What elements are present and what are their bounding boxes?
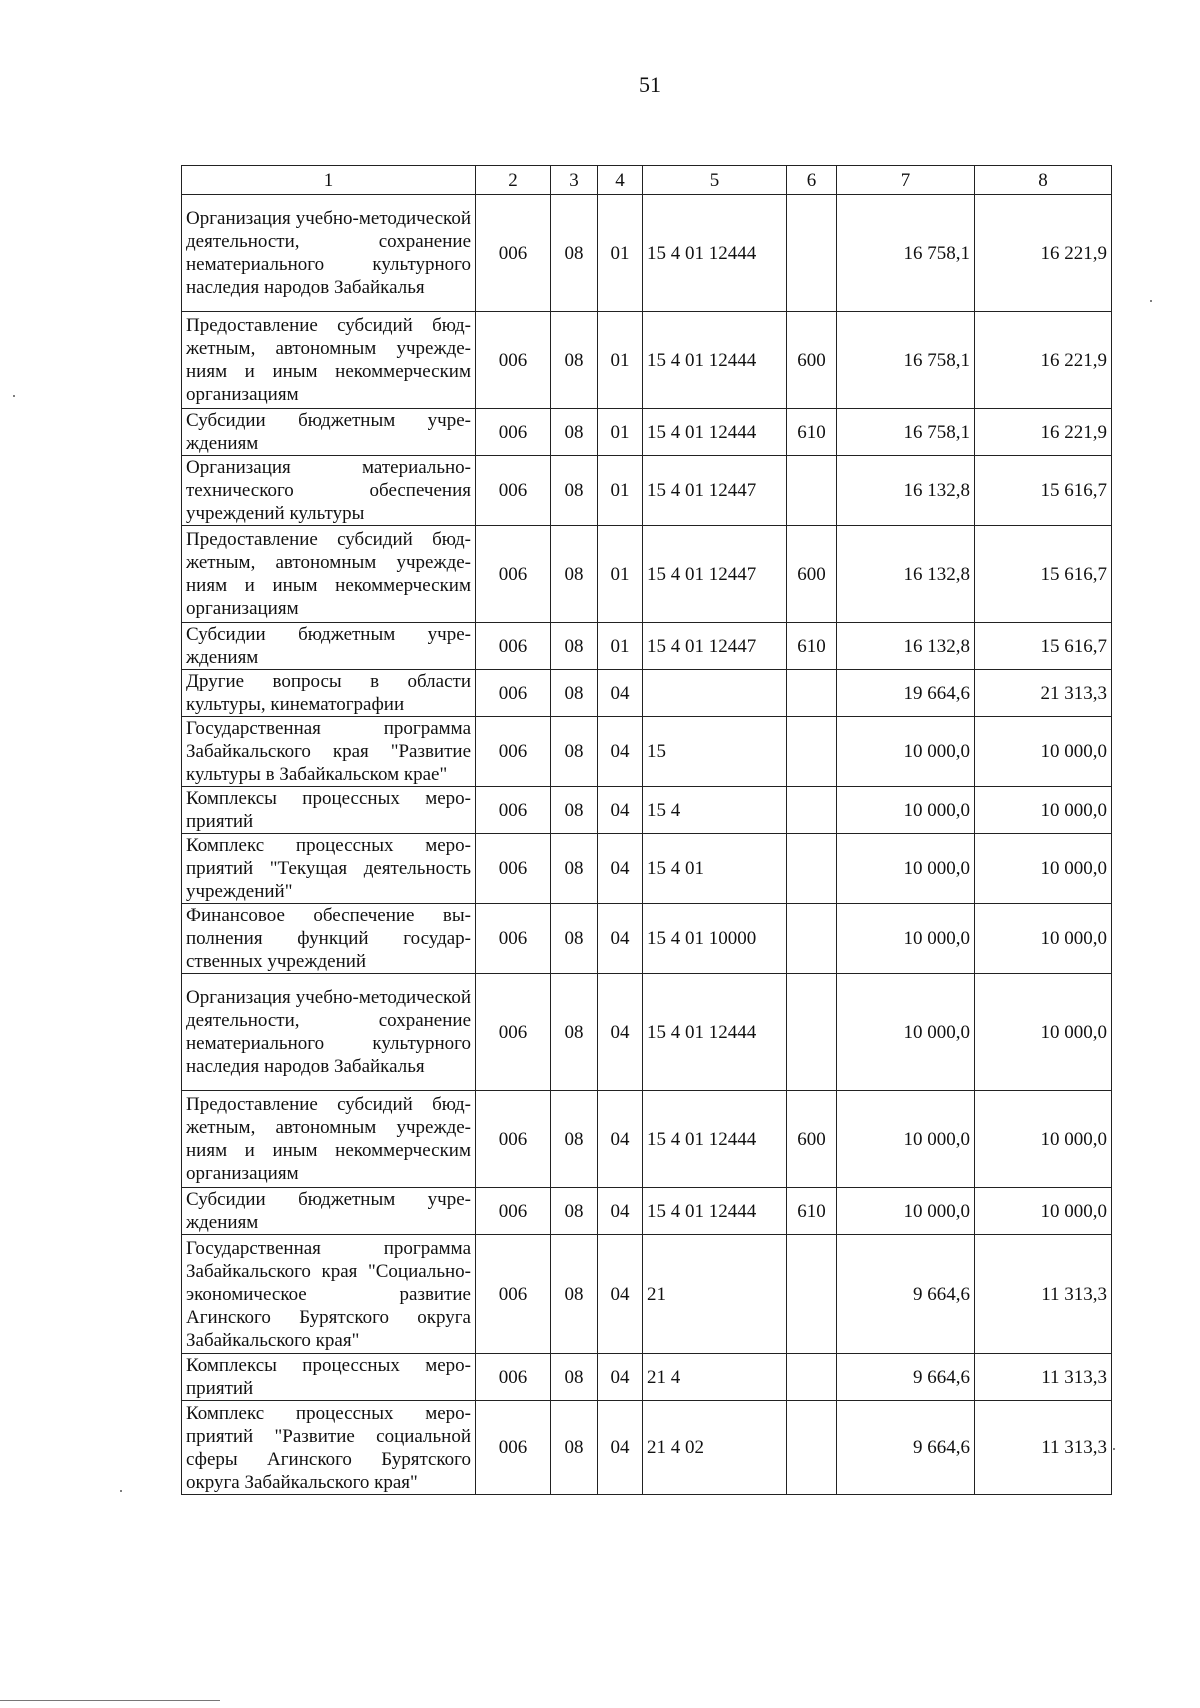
cell-code: 006 [476,834,551,904]
table-row [182,717,1112,787]
cell-target-article: 21 [643,1235,787,1354]
cell-target-article: 15 4 01 12444 [643,1091,787,1188]
column-header-7: 7 [837,166,975,195]
cell-amount-year-1: 16 132,8 [837,456,975,526]
cell-name: Предоставление субсидий бюджетным, автономным учреждениям и иным некоммерческим организациям [182,526,476,623]
cell-code: 006 [476,1354,551,1401]
budget-table [181,165,1112,1495]
cell-section: 08 [551,974,598,1091]
cell-code: 006 [476,195,551,312]
table-row [182,670,1112,717]
cell-target-article: 15 [643,717,787,787]
cell-subsection: 04 [598,904,643,974]
cell-target-article: 15 4 [643,787,787,834]
table-row [182,1354,1112,1401]
column-header-4: 4 [598,166,643,195]
cell-amount-year-2: 10 000,0 [975,974,1112,1091]
cell-name: Государственная программа Забайкальского края "Развитие культуры в Забайкальском крае" [182,717,476,787]
cell-subsection: 01 [598,526,643,623]
cell-section: 08 [551,456,598,526]
cell-expense-type [787,670,837,717]
cell-target-article: 15 4 01 12444 [643,974,787,1091]
cell-subsection: 04 [598,717,643,787]
cell-expense-type: 610 [787,1188,837,1235]
cell-code: 006 [476,1401,551,1495]
cell-section: 08 [551,670,598,717]
cell-amount-year-1: 10 000,0 [837,1188,975,1235]
cell-amount-year-1: 10 000,0 [837,974,975,1091]
cell-expense-type [787,456,837,526]
cell-subsection: 04 [598,670,643,717]
cell-amount-year-2: 15 616,7 [975,623,1112,670]
cell-name: Предоставление субсидий бюджетным, автономным учреждениям и иным некоммерческим организациям [182,312,476,409]
cell-amount-year-1: 16 758,1 [837,312,975,409]
cell-amount-year-2: 15 616,7 [975,456,1112,526]
cell-amount-year-2: 10 000,0 [975,1188,1112,1235]
cell-section: 08 [551,717,598,787]
cell-expense-type [787,904,837,974]
cell-amount-year-1: 9 664,6 [837,1235,975,1354]
cell-code: 006 [476,1235,551,1354]
cell-amount-year-1: 10 000,0 [837,717,975,787]
cell-expense-type [787,834,837,904]
cell-name: Государственная программа Забайкальского края "Социально-экономическое развитие Агинского Бурятского округа Забайкальского края" [182,1235,476,1354]
table-row [182,974,1112,1091]
scan-speck [120,1490,122,1492]
scan-speck [1150,300,1152,302]
scan-speck [1113,1448,1115,1450]
cell-amount-year-2: 16 221,9 [975,312,1112,409]
cell-subsection: 04 [598,787,643,834]
table-row [182,1091,1112,1188]
cell-subsection: 04 [598,974,643,1091]
cell-section: 08 [551,312,598,409]
cell-amount-year-1: 10 000,0 [837,787,975,834]
cell-expense-type [787,1354,837,1401]
column-header-3: 3 [551,166,598,195]
column-header-6: 6 [787,166,837,195]
cell-target-article: 15 4 01 10000 [643,904,787,974]
cell-target-article: 21 4 02 [643,1401,787,1495]
cell-amount-year-1: 19 664,6 [837,670,975,717]
cell-expense-type [787,1235,837,1354]
cell-amount-year-2: 10 000,0 [975,717,1112,787]
cell-amount-year-1: 16 758,1 [837,195,975,312]
cell-code: 006 [476,623,551,670]
cell-target-article: 15 4 01 12444 [643,312,787,409]
cell-expense-type [787,787,837,834]
cell-section: 08 [551,787,598,834]
table-row [182,195,1112,312]
cell-code: 006 [476,717,551,787]
cell-name: Субсидии бюджетным учреждениям [182,623,476,670]
cell-name: Организация учебно-методической деятельности, сохранение нематериального культурного наследия народов Забайкалья [182,195,476,312]
cell-subsection: 04 [598,1188,643,1235]
cell-target-article: 15 4 01 12444 [643,409,787,456]
cell-amount-year-1: 16 758,1 [837,409,975,456]
cell-subsection: 01 [598,195,643,312]
table-row [182,1188,1112,1235]
cell-target-article: 15 4 01 12444 [643,1188,787,1235]
cell-name: Комплекс процессных мероприятий "Текущая деятельность учреждений" [182,834,476,904]
cell-name: Финансовое обеспечение выполнения функций государственных учреждений [182,904,476,974]
cell-amount-year-2: 16 221,9 [975,195,1112,312]
cell-target-article: 15 4 01 12447 [643,623,787,670]
table-row [182,312,1112,409]
cell-expense-type: 600 [787,312,837,409]
cell-expense-type: 600 [787,1091,837,1188]
cell-section: 08 [551,526,598,623]
cell-amount-year-1: 10 000,0 [837,834,975,904]
cell-name: Организация материально-технического обеспечения учреждений культуры [182,456,476,526]
cell-subsection: 01 [598,456,643,526]
bottom-scan-line [0,1700,220,1701]
cell-amount-year-2: 15 616,7 [975,526,1112,623]
cell-expense-type [787,717,837,787]
header-row [182,166,1112,195]
cell-amount-year-2: 11 313,3 [975,1354,1112,1401]
cell-expense-type: 610 [787,409,837,456]
cell-amount-year-2: 10 000,0 [975,1091,1112,1188]
cell-name: Субсидии бюджетным учреждениям [182,409,476,456]
cell-target-article: 15 4 01 [643,834,787,904]
cell-section: 08 [551,195,598,312]
cell-target-article: 15 4 01 12444 [643,195,787,312]
cell-section: 08 [551,1091,598,1188]
cell-code: 006 [476,409,551,456]
cell-target-article: 21 4 [643,1354,787,1401]
cell-amount-year-2: 11 313,3 [975,1235,1112,1354]
cell-section: 08 [551,1401,598,1495]
cell-section: 08 [551,1235,598,1354]
table-row [182,456,1112,526]
cell-name: Комплексы процессных мероприятий [182,1354,476,1401]
cell-amount-year-2: 10 000,0 [975,904,1112,974]
table-body [182,195,1112,1495]
cell-amount-year-1: 9 664,6 [837,1354,975,1401]
cell-expense-type: 610 [787,623,837,670]
cell-target-article [643,670,787,717]
cell-code: 006 [476,456,551,526]
cell-amount-year-1: 16 132,8 [837,526,975,623]
cell-section: 08 [551,409,598,456]
cell-subsection: 04 [598,1401,643,1495]
cell-code: 006 [476,1188,551,1235]
cell-code: 006 [476,312,551,409]
table-row [182,1401,1112,1495]
cell-expense-type [787,1401,837,1495]
cell-amount-year-2: 10 000,0 [975,834,1112,904]
cell-target-article: 15 4 01 12447 [643,456,787,526]
cell-amount-year-1: 10 000,0 [837,1091,975,1188]
cell-section: 08 [551,1354,598,1401]
column-header-5: 5 [643,166,787,195]
cell-section: 08 [551,904,598,974]
cell-code: 006 [476,1091,551,1188]
cell-subsection: 01 [598,409,643,456]
table-row [182,787,1112,834]
column-header-2: 2 [476,166,551,195]
cell-code: 006 [476,904,551,974]
cell-section: 08 [551,623,598,670]
cell-amount-year-1: 9 664,6 [837,1401,975,1495]
cell-code: 006 [476,526,551,623]
cell-code: 006 [476,670,551,717]
cell-code: 006 [476,974,551,1091]
cell-code: 006 [476,787,551,834]
table-row [182,409,1112,456]
cell-name: Субсидии бюджетным учреждениям [182,1188,476,1235]
column-header-8: 8 [975,166,1112,195]
cell-subsection: 04 [598,1235,643,1354]
cell-expense-type: 600 [787,526,837,623]
cell-name: Организация учебно-методической деятельности, сохранение нематериального культурного наследия народов Забайкалья [182,974,476,1091]
table-row [182,1235,1112,1354]
cell-name: Комплекс процессных мероприятий "Развитие социальной сферы Агинского Бурятского округа Забайкальского края" [182,1401,476,1495]
table-row [182,526,1112,623]
cell-amount-year-1: 16 132,8 [837,623,975,670]
cell-expense-type [787,195,837,312]
cell-subsection: 04 [598,834,643,904]
cell-name: Комплексы процессных мероприятий [182,787,476,834]
scan-speck [13,395,15,397]
cell-amount-year-2: 21 313,3 [975,670,1112,717]
cell-name: Предоставление субсидий бюджетным, автономным учреждениям и иным некоммерческим организациям [182,1091,476,1188]
page-number: 51 [639,72,661,97]
cell-name: Другие вопросы в области культуры, кинематографии [182,670,476,717]
cell-target-article: 15 4 01 12447 [643,526,787,623]
cell-subsection: 04 [598,1354,643,1401]
column-header-1: 1 [182,166,476,195]
cell-subsection: 04 [598,1091,643,1188]
cell-section: 08 [551,834,598,904]
cell-amount-year-1: 10 000,0 [837,904,975,974]
cell-amount-year-2: 11 313,3 [975,1401,1112,1495]
cell-subsection: 01 [598,312,643,409]
cell-amount-year-2: 10 000,0 [975,787,1112,834]
cell-section: 08 [551,1188,598,1235]
table-row [182,834,1112,904]
cell-expense-type [787,974,837,1091]
table-row [182,904,1112,974]
cell-amount-year-2: 16 221,9 [975,409,1112,456]
cell-subsection: 01 [598,623,643,670]
table-row [182,623,1112,670]
